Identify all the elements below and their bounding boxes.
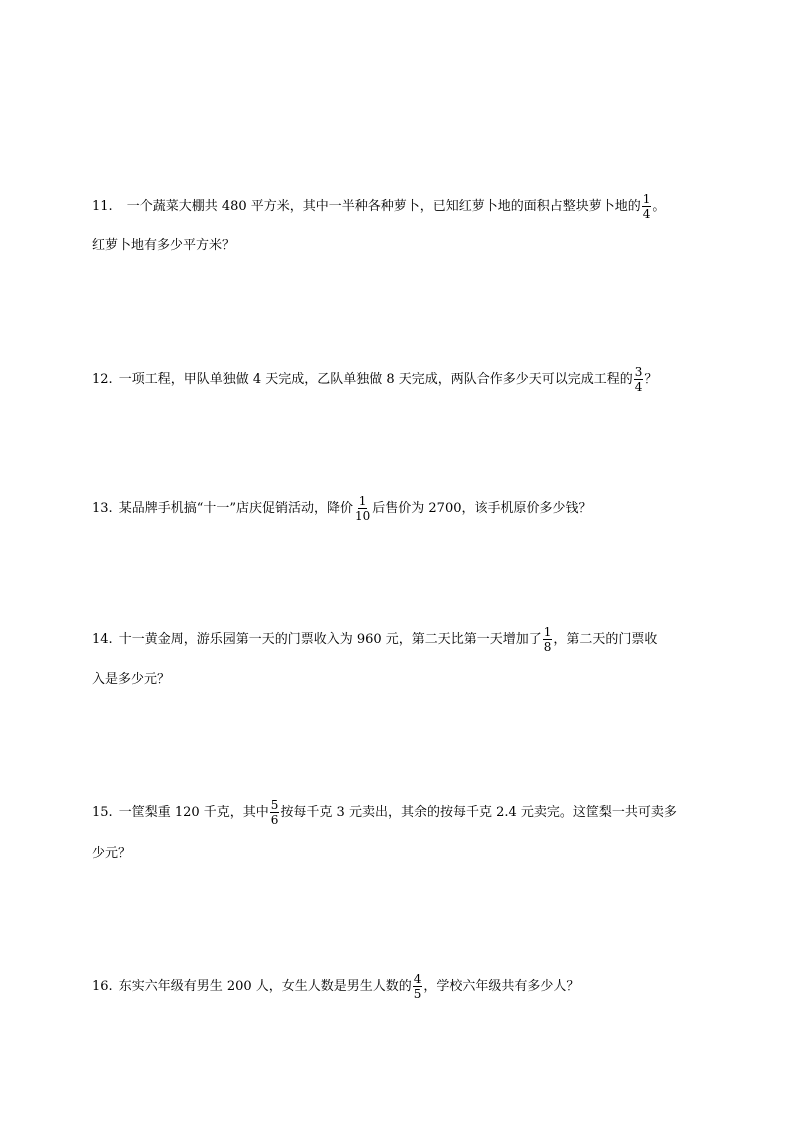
fraction-numerator: 1: [358, 494, 367, 508]
problem-15-text-b: 按每千克 3 元卖出，其余的按每千克 2.4 元卖完。这筐梨一共可卖多: [280, 804, 677, 820]
problem-16-text-b: ，学校六年级共有多少人？: [423, 978, 580, 994]
problem-13-number: 13.: [92, 500, 113, 516]
fraction-denominator: 10: [354, 509, 371, 523]
problem-12-text-a: 一项工程，甲队单独做 4 天完成，乙队单独做 8 天完成，两队合作多少天可以完成工程的: [118, 371, 633, 387]
fraction-denominator: 4: [634, 380, 643, 394]
fraction-denominator: 6: [270, 813, 279, 827]
problem-11-fraction: [642, 193, 652, 220]
problem-11-line-1: [92, 193, 665, 220]
problem-15-number: 15.: [92, 804, 113, 820]
fraction-numerator: 5: [270, 798, 279, 812]
problem-12-fraction: [634, 366, 644, 393]
problem-14-text-a: 十一黄金周，游乐园第一天的门票收入为 960 元，第二天比第一天增加了: [118, 631, 542, 647]
problem-12-number: 12.: [92, 371, 113, 387]
problem-13-fraction: [354, 495, 371, 522]
fraction-numerator: 1: [543, 625, 552, 639]
fraction-numerator: 1: [642, 192, 651, 206]
problem-15-text-line2: 少元？: [92, 846, 132, 861]
problem-15-line-1: [92, 799, 677, 826]
problem-11-text-line2: 红萝卜地有多少平方米？: [92, 238, 236, 253]
problem-11-text-b: 。: [652, 198, 666, 214]
fraction-denominator: 8: [543, 640, 552, 654]
problem-15-fraction: [270, 799, 280, 826]
problem-11-line-2: [92, 236, 235, 256]
problem-16-number: 16.: [92, 978, 113, 994]
problem-13-text-b: 后售价为 2700，该手机原价多少钱？: [372, 500, 592, 516]
problem-14-fraction: [543, 626, 553, 653]
fraction-numerator: 4: [413, 972, 422, 986]
problem-11-text-a: 一个蔬菜大棚共 480 平方米，其中一半种各种萝卜，已知红萝卜地的面积占整块萝卜地的: [126, 198, 641, 214]
problem-16-line-1: [92, 973, 579, 1000]
problem-14-line-1: [92, 626, 657, 653]
problem-15-line-2: [92, 844, 131, 864]
problem-16-text-a: 东实六年级有男生 200 人，女生人数是男生人数的: [118, 978, 412, 994]
problem-12-line-1: [92, 366, 657, 393]
problem-15-text-a: 一筐梨重 120 千克，其中: [118, 804, 269, 820]
problem-16-fraction: [413, 973, 423, 1000]
problem-14-text-b: ，第二天的门票收: [553, 631, 658, 647]
problem-11-number: 11.: [92, 198, 113, 214]
fraction-numerator: 3: [634, 365, 643, 379]
problem-13-line-1: [92, 495, 591, 522]
problem-14-line-2: [92, 670, 170, 690]
problem-14-number: 14.: [92, 631, 113, 647]
fraction-denominator: 5: [413, 987, 422, 1001]
fraction-denominator: 4: [642, 207, 651, 221]
problem-14-text-line2: 入是多少元？: [92, 672, 171, 687]
problem-12-text-b: ？: [644, 371, 658, 387]
problem-13-text-a: 某品牌手机搞“十一”店庆促销活动，降价: [118, 500, 353, 516]
